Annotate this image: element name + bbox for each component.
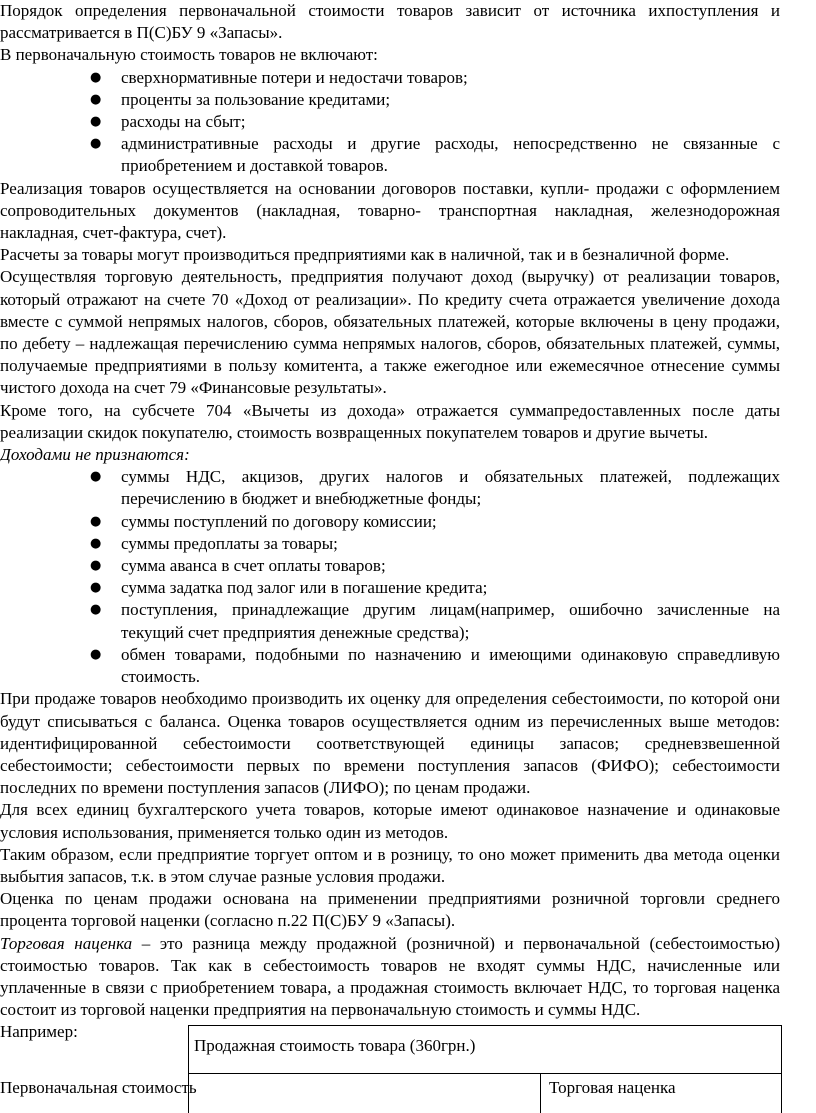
bullet-icon: ● (90, 469, 102, 485)
bullet-icon: ● (90, 535, 102, 551)
list-item: ● административные расходы и другие расходы, непосредственно не связанные с приобретением и доставкой товаров. (90, 134, 780, 176)
list-item: ● обмен товарами, подобными по назначению и имеющими одинаковую справедливую стоимость. (90, 644, 780, 687)
list-item: ● поступления, принадлежащие другим лицам(например, ошибочно зачисленные на текущий счет предприятия денежные средства); (90, 600, 780, 642)
table-border-right (781, 1073, 782, 1113)
paragraph-markup (0, 933, 780, 1022)
paragraph-sales: Реализация товаров осуществляется на основании договоров поставки, купли- продажи с оформлением сопроводительных документов (накладная, товарно- транспортная накладная, железнодорожная накладная, счет-фактура, счет). (0, 178, 780, 243)
paragraph-payments: Расчеты за товары могут производиться предприятиями как в наличной, так и в безналичной форме. (0, 245, 730, 265)
table-cell-sale-price: Продажная стоимость товара (360грн.) (188, 1025, 782, 1073)
table-cell-markup: Торговая наценка (549, 1078, 676, 1097)
paragraph-example: Например: (0, 1022, 78, 1042)
bullet-icon: ● (90, 580, 102, 596)
list-item: ● сверхнормативные потери и недостачи товаров; (0, 67, 780, 89)
not-income-list (0, 466, 780, 688)
paragraph-exclusions-heading: В первоначальную стоимость товаров не включают: (0, 45, 378, 65)
table-border-middle (540, 1073, 541, 1113)
bullet-icon: ● (90, 136, 102, 152)
bullet-icon: ● (90, 646, 102, 662)
list-item: ● сумма задатка под залог или в погашение кредита; (0, 577, 780, 599)
bullet-icon: ● (90, 602, 102, 618)
table-cell-initial-cost: Первоначальная стоимость (0, 1078, 197, 1097)
list-item: ● проценты за пользование кредитами; (0, 89, 780, 111)
paragraph-subaccount: Кроме того, на субсчете 704 «Вычеты из дохода» отражается суммапредоставленных после даты реализации скидок покупателю, стоимость возвращенных покупателем товаров и другие вычеты. (0, 400, 780, 442)
list-item: ● сумма аванса в счет оплаты товаров; (0, 555, 780, 577)
list-item: ● суммы НДС, акцизов, других налогов и обязательных платежей, подлежащих перечислению в бюджет и внебюджетные фонды; (90, 467, 780, 509)
table-row (0, 1073, 782, 1113)
paragraph-revenue: Осуществляя торговую деятельность, предприятия получают доход (выручку) от реализации товаров, который отражают на счете 70 «Доход от реализации». По кредиту счета отражается увеличение дохода вместе с суммой непрямых налогов, сборов, обязательных платежей, которые включены в цену продажи, по дебету – надлежащая перечислению сумма непрямых налогов, сборов, обязательных платежей, суммы, получаемые предприятиями в пользу комитента, а также ежегодное или ежемесячное отнесение суммы чистого дохода на счет 79 «Финансовые результаты». (0, 267, 780, 398)
paragraph-intro: Порядок определения первоначальной стоимости товаров зависит от источника ихпоступления и рассматривается в П(С)БУ 9 «Запасы». (0, 1, 780, 43)
markup-definition: – это разница между продажной (розничной) и первоначальной (себестоимостью) стоимостью товаров. Так как в себестоимость товаров не входят суммы НДС, начисленные или уплаченные в связи с приобретением товара, а продажная стоимость включает НДС, то торговая наценка состоит из торговой наценки предприятия на первоначальную стоимость и суммы НДС. (0, 933, 780, 1020)
exclusions-list (0, 67, 780, 178)
bullet-icon: ● (90, 558, 102, 574)
list-item: ● суммы поступлений по договору комиссии; (0, 511, 780, 533)
paragraph-single-method: Для всех единиц бухгалтерского учета товаров, которые имеют одинаковое назначение и одинаковые условия использования, применяется только один из методов. (0, 800, 780, 842)
list-item: ● расходы на сбыт; (0, 111, 780, 133)
bullet-icon: ● (90, 114, 102, 130)
table-divider (188, 1073, 782, 1074)
paragraph-two-methods: Таким образом, если предприятие торгует оптом и в розницу, то оно может применить два метода оценки выбытия запасов, т.к. в этом случае разные условия продажи. (0, 844, 780, 886)
price-structure-table (0, 1025, 816, 1107)
paragraph-valuation: При продаже товаров необходимо производить их оценку для определения себестоимости, по которой они будут списываться с баланса. Оценка товаров осуществляется одним из перечисленных выше методов: идентифицированной себестоимости соответствующей единицы запасов; средневзвешенной себестоимости; себестоимости первых по времени поступления запасов (ФИФО); себестоимости последних по времени поступления запасов (ЛИФО); по ценам продажи. (0, 689, 780, 798)
paragraph-sale-price-valuation: Оценка по ценам продажи основана на применении предприятиями розничной торговли среднего процента торговой наценки (согласно п.22 П(С)БУ 9 «Запасы). (0, 889, 780, 931)
bullet-icon: ● (90, 513, 102, 529)
markup-term: Торговая наценка (0, 933, 133, 953)
bullet-icon: ● (90, 91, 102, 107)
list-item: ● суммы предоплаты за товары; (0, 533, 780, 555)
paragraph-not-income-heading: Доходами не признаются: (0, 445, 190, 465)
bullet-icon: ● (90, 69, 102, 85)
